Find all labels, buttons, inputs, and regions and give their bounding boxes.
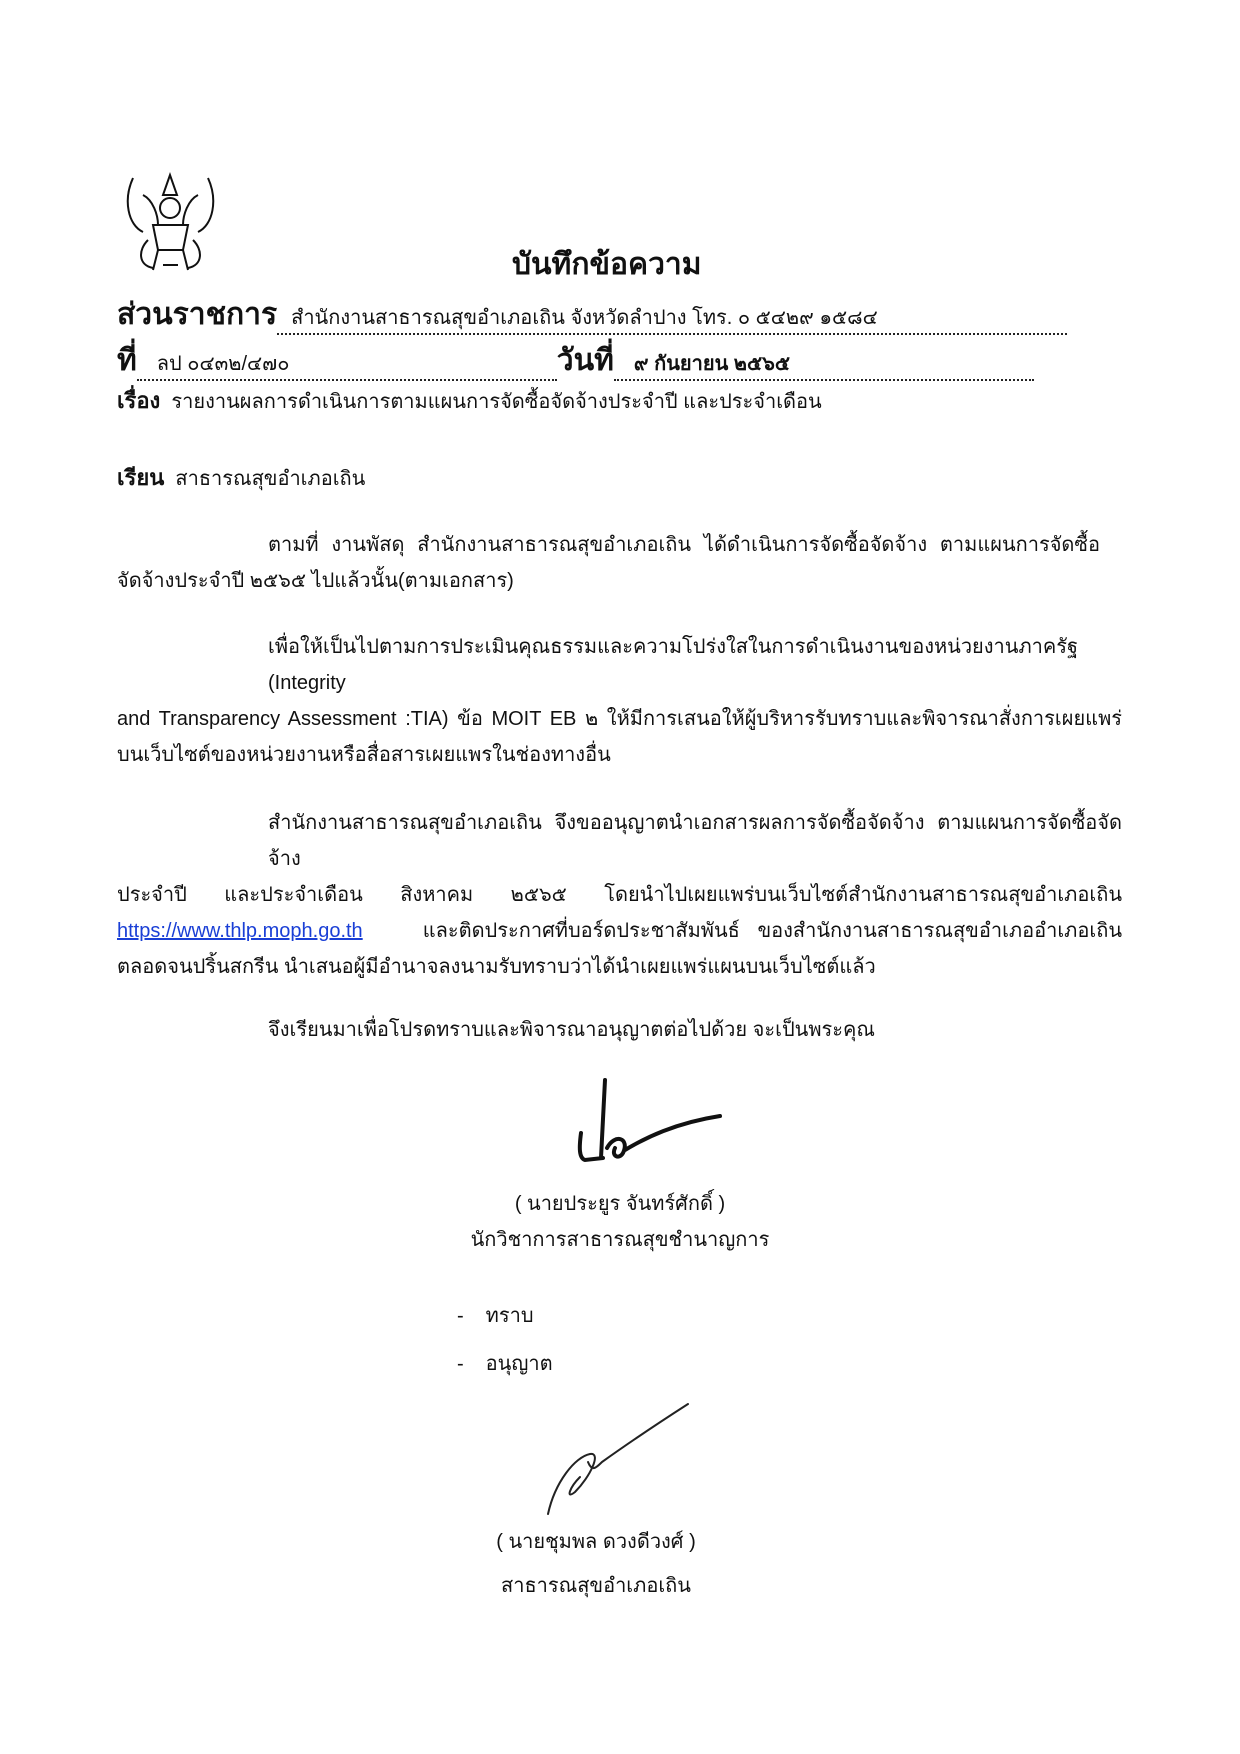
subject-value: รายงานผลการดำเนินการตามแผนการจัดซื้อจัดจ้างประจำปี และประจำเดือน bbox=[171, 391, 822, 413]
dash: - bbox=[457, 1305, 464, 1327]
agency-value: สำนักงานสาธารณสุขอำเภอเถิน จังหวัดลำปาง โทร. ๐ ๕๔๒๙ ๑๕๘๔ bbox=[277, 303, 1067, 335]
signature-1 bbox=[575, 1078, 725, 1168]
paragraph-3-line: และติดประกาศที่บอร์ดประชาสัมพันธ์ ของสำนักงานสาธารณสุขอำเภออำเภอเถิน bbox=[422, 920, 1122, 942]
paragraph-3-line: สำนักงานสาธารณสุขอำเภอเถิน จึงขออนุญาตนำเอกสารผลการจัดซื้อจัดจ้าง ตามแผนการจัดซื้อจัดจ้าง bbox=[268, 812, 1122, 870]
paragraph-2-line: บนเว็บไซต์ของหน่วยงานหรือสื่อสารเผยแพรในช่องทางอื่น bbox=[117, 744, 611, 766]
signer2-name: ( นายชุมพล ดวงดีวงศ์ ) bbox=[496, 1531, 696, 1553]
paragraph-2-line: and Transparency Assessment :TIA) ข้อ MOIT EB ๒ ให้มีการเสนอให้ผู้บริหารรับทราบและพิจารณาสั่งการเผยแพร่ bbox=[117, 708, 1122, 730]
signer1-position: นักวิชาการสาธารณสุขชำนาญการ bbox=[470, 1229, 770, 1251]
subject-row bbox=[117, 383, 1122, 420]
paragraph-3 bbox=[117, 805, 1122, 985]
ref-label: ที่ bbox=[117, 344, 137, 377]
paragraph-1-line: ตามที่ งานพัสดุ สำนักงานสาธารณสุขอำเภอเถิน ได้ดำเนินการจัดซื้อจัดจ้าง ตามแผนการจัดซื้อ bbox=[268, 534, 1100, 556]
paragraph-2-line: เพื่อให้เป็นไปตามการประเมินคุณธรรมและความโปร่งใสในการดำเนินงานของหน่วยงานภาครัฐ (Integrity bbox=[268, 636, 1079, 694]
signer2-position: สาธารณสุขอำเภอเถิน bbox=[501, 1575, 691, 1597]
signature-2 bbox=[540, 1402, 690, 1517]
to-label: เรียน bbox=[117, 465, 165, 490]
paragraph-1 bbox=[117, 527, 1122, 599]
decision-item bbox=[117, 1340, 1122, 1388]
paragraph-3-link-row bbox=[117, 913, 1122, 949]
ref-value: ลป ๐๔๓๒/๔๗๐ bbox=[137, 349, 557, 381]
agency-label: ส่วนราชการ bbox=[117, 298, 278, 331]
dash: - bbox=[457, 1353, 464, 1375]
signature-1-area bbox=[117, 1078, 1122, 1170]
document-title: บันทึกข้อความ bbox=[512, 248, 702, 281]
signer1-name: ( นายประยูร จันทร์ศักดิ์ ) bbox=[514, 1193, 726, 1215]
paragraph-2 bbox=[117, 629, 1122, 773]
closing-sentence: จึงเรียนมาเพื่อโปรดทราบและพิจารณาอนุญาตต่อไปด้วย จะเป็นพระคุณ bbox=[268, 1019, 875, 1041]
decision-item bbox=[117, 1292, 1122, 1340]
ref-date-row bbox=[117, 341, 1122, 381]
paragraph-3-line: ประจำปี และประจำเดือน สิงหาคม ๒๕๖๕ โดยนำไปเผยแพร่บนเว็บไซต์สำนักงานสาธารณสุขอำเภอเถิน bbox=[117, 884, 1122, 906]
paragraph-1-line: จัดจ้างประจำปี ๒๕๖๕ ไปแล้วนั้น(ตามเอกสาร) bbox=[117, 570, 514, 592]
to-value: สาธารณสุขอำเภอเถิน bbox=[175, 468, 366, 490]
decision-label: ทราบ bbox=[485, 1305, 534, 1327]
subject-label: เรื่อง bbox=[117, 388, 161, 413]
paragraph-3-line: ตลอดจนปริ้นสกรีน นำเสนอผู้มีอำนาจลงนามรับทราบว่าได้นำเผยแพร่แผนบนเว็บไซต์แล้ว bbox=[117, 956, 876, 978]
date-value: ๙ กันยายน ๒๕๖๕ bbox=[614, 349, 1034, 381]
agency-row bbox=[117, 295, 1122, 335]
date-label: วันที่ bbox=[556, 344, 614, 377]
website-link[interactable]: https://www.thlp.moph.go.th bbox=[117, 920, 363, 942]
decision-label: อนุญาต bbox=[485, 1353, 553, 1375]
signature-2-area bbox=[117, 1402, 1122, 1518]
to-row bbox=[117, 460, 1122, 497]
decision-list bbox=[117, 1292, 1122, 1388]
